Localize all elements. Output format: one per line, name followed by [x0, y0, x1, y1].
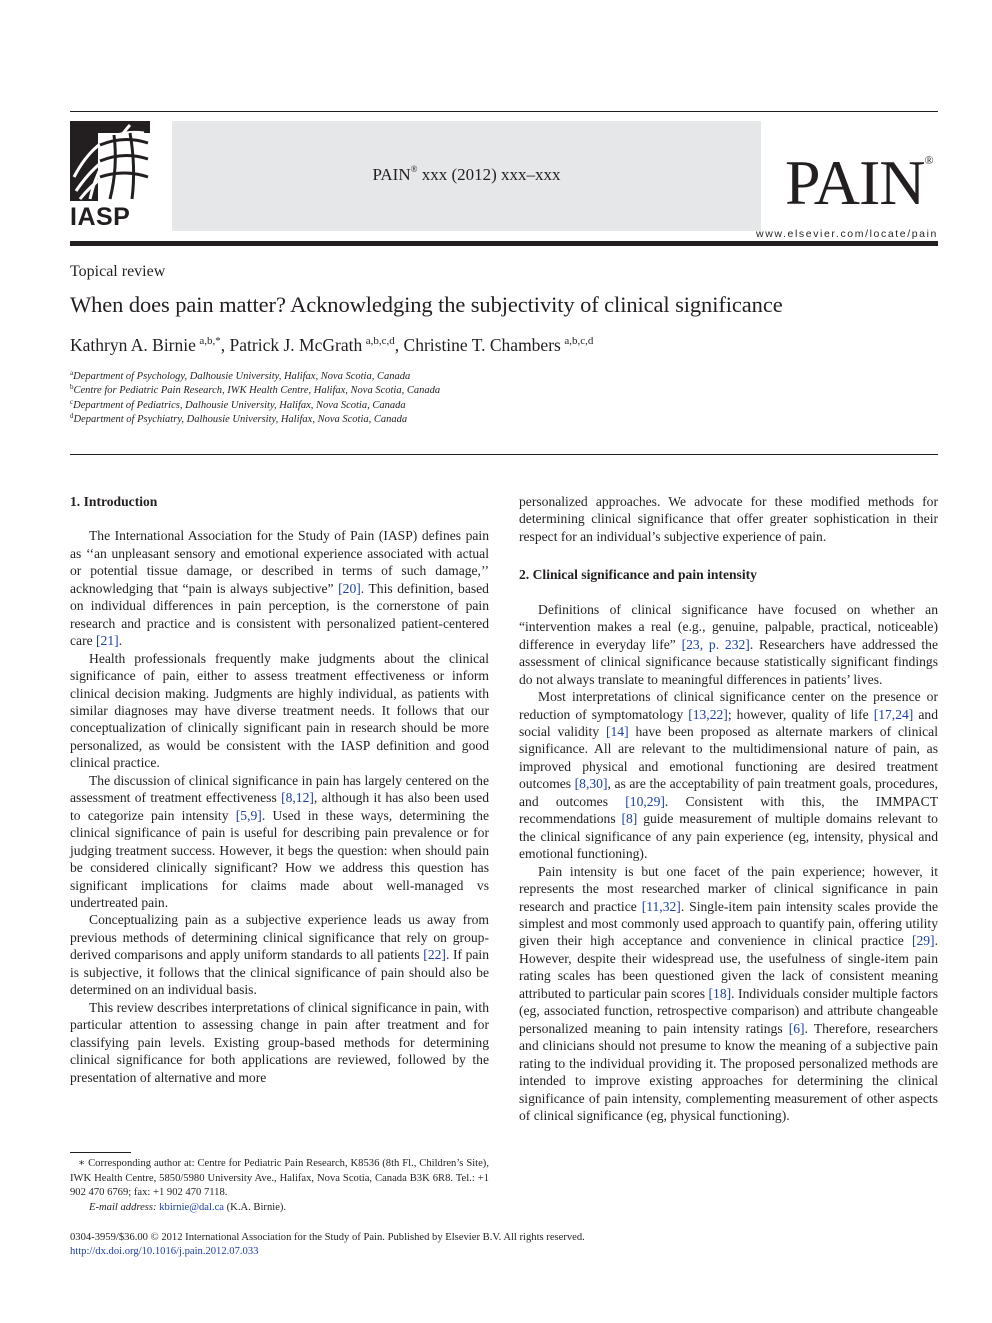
citation-link[interactable]: [18] — [708, 985, 732, 1001]
paragraph — [70, 999, 489, 1086]
right-column — [519, 493, 938, 1124]
citation-link[interactable]: [29] — [911, 933, 935, 949]
article-type: Topical review — [70, 263, 166, 280]
paragraph-text: guide measurement of multiple domains relevant to the clinical significance of any pain experience (eg, intensity, physical and emotional functioning). — [519, 811, 938, 862]
affiliation-mark: a — [70, 369, 74, 377]
paragraph-text: , as are the acceptability of pain treatment goals, procedures, and outcomes — [519, 776, 938, 809]
header-rule — [70, 241, 938, 246]
author-name: Kathryn A. Birnie — [70, 335, 196, 355]
author-name: Patrick J. McGrath — [229, 335, 363, 355]
affiliation-mark: d — [70, 412, 74, 420]
affiliation-mark: c — [70, 398, 74, 406]
paragraph-text: The discussion of clinical significance in pain has largely centered on the assessment of treatment effectiveness — [70, 772, 489, 806]
copyright-line: 0304-3959/$36.00 © 2012 International Association for the Study of Pain. Published by Elsevier B.V. All rights reserved. — [70, 1232, 585, 1243]
corresponding-author-footnote: ∗ Corresponding author at: Centre for Pediatric Pain Research, K8536 (8th Fl., Children’s Site), IWK Health Centre, 5850/5980 University Ave., Halifax, Nova Scotia, Canada B3K 6R8. Tel.: +1 902 470 6769; fax: +1 902 470 7118. E-mail address: kbirnie@dal.ca (K.A. Birnie). — [70, 1158, 489, 1213]
citation-link[interactable]: [6] — [788, 1020, 805, 1036]
iasp-logo-text: IASP — [70, 203, 131, 231]
paragraph-text: personalized approaches. We advocate for these modified methods for determining clinical significance that offer greater sophistication in their respect for an individual’s subjective experience of pain. — [519, 494, 938, 544]
paragraph-text: This review describes interpretations of clinical significance in pain, with particular attention to assessing change in pain after treatment and for classifying pain levels. Existing group-based methods for determining clinical significance for both applications are reviewed, followed by the presentation of alternative and more — [70, 999, 489, 1085]
paragraph-text: . Individuals consider multiple factors (eg, associated function, retrospective comparison) and attribute changeable personalized meaning to pain intensity ratings — [519, 985, 938, 1036]
paragraph — [70, 527, 489, 649]
affiliation-mark: b — [70, 383, 74, 391]
paragraph — [519, 863, 938, 1125]
email-link[interactable]: kbirnie@dal.ca — [159, 1201, 224, 1213]
citation-link[interactable]: [17,24] — [873, 706, 914, 722]
citation-link[interactable]: [23, p. 232] — [681, 636, 750, 652]
author-affiliation-marks: a,b,* — [199, 335, 221, 347]
paragraph — [70, 911, 489, 998]
paragraph-text: ; however, quality of life — [727, 706, 874, 722]
affiliation-text: Centre for Pediatric Pain Research, IWK Health Centre, Halifax, Nova Scotia, Canada — [73, 385, 441, 396]
paragraph-text: , although it has also been used to categorize pain intensity — [70, 790, 490, 823]
author-list — [70, 335, 593, 356]
citation-link[interactable]: [13,22] — [688, 706, 728, 722]
paragraph-text: Definitions of clinical significance have focused on whether an “intervention makes a real (e.g., genuine, palpable, practical, noticeable) difference in everyday life” — [519, 601, 938, 652]
paragraph-text: Health professionals frequently make judgments about the clinical significance of pain, either to assess treatment effectiveness or inform clinical decision making. Judgments are highly individual, as patients with similar diagnoses may have diverse treatment needs. It follows that our conceptualization of clinically significant pain in research should be more personalized, as would be consistent with the IASP definition and good clinical practice. — [70, 650, 489, 771]
paragraph-text: . However, despite their widespread use, the usefulness of single-item pain rating scales has been questioned given the lack of consistent meaning attributed to particular pain scores — [519, 933, 938, 1001]
citation-link[interactable]: [20] — [338, 580, 361, 596]
journal-url[interactable]: www.elsevier.com/locate/pain — [756, 228, 938, 240]
paragraph — [519, 493, 938, 545]
author-separator: , — [220, 335, 230, 355]
pain-journal-logo: PAIN® — [785, 147, 933, 218]
citation-link[interactable]: [8,12] — [281, 790, 314, 806]
paragraph-text: . Therefore, researchers and clinicians should not presume to know the meaning of a subjective pain rating to the individual providing it. The proposed personalized methods are intended to improve existing approaches for determining the clinical significance of pain intensity, complementing measurement of other aspects of clinical significance (eg, physical functioning). — [519, 1020, 938, 1123]
paragraph-text: The International Association for the Study of Pain (IASP) defines pain as ‘‘an unpleasant sensory and emotional experience associated with actual or potential tissue damage, or described in terms of such damage,’’ acknowledging that “pain is always subjective” — [70, 528, 489, 596]
top-rule — [70, 111, 938, 112]
paragraph-text: . Researchers have addressed the assessment of clinical significance because statistically significant findings do not always translate to meaningful differences in patients’ lives. — [519, 636, 938, 687]
paragraph — [70, 650, 489, 772]
article-title: When does pain matter? Acknowledging the subjectivity of clinical significance — [70, 292, 783, 317]
paragraph-text: Pain intensity is but one facet of the pain experience; however, it represents the most researched marker of clinical significance in pain research and practice — [519, 863, 938, 914]
citation-link[interactable]: [22] — [423, 947, 446, 963]
paragraph-text: Most interpretations of clinical significance center on the presence or reduction of symptomatology — [519, 689, 938, 722]
affiliation — [70, 409, 407, 427]
author-name: Christine T. Chambers — [403, 335, 561, 355]
footnote-rule — [70, 1152, 131, 1153]
paragraph-text: . This definition, based on individual differences in pain perception, is the cornerstone of pain research and practice and is consistent with personalized patient-centered care — [70, 580, 489, 649]
paragraph-text: . Single-item pain intensity scales provide the simplest and most commonly used approach to quantify pain, offering utility given their high acceptance and convenience in clinical practice — [519, 898, 938, 949]
citation-link[interactable]: [5,9] — [235, 807, 262, 823]
citation-link[interactable]: [10,29] — [625, 793, 665, 809]
citation-link[interactable]: [11,32] — [641, 898, 681, 914]
doi-link[interactable]: http://dx.doi.org/10.1016/j.pain.2012.07.033 — [70, 1246, 259, 1257]
citation-link[interactable]: [8] — [621, 811, 638, 827]
paragraph-text: . — [118, 633, 123, 649]
paragraph — [519, 688, 938, 863]
abstract-rule — [70, 454, 938, 455]
section-heading: 2. Clinical significance and pain intensity — [519, 567, 757, 583]
paragraph — [519, 601, 938, 688]
author-separator: , — [394, 335, 404, 355]
journal-citation: PAIN® xxx (2012) xxx–xxx — [372, 164, 561, 184]
section-heading: 1. Introduction — [70, 494, 158, 509]
affiliation-text: Department of Psychology, Dalhousie University, Halifax, Nova Scotia, Canada — [73, 371, 411, 382]
globe-icon — [70, 121, 150, 201]
paragraph-text: Conceptualizing pain as a subjective experience leads us away from previous methods of determining clinical significance that rely on group-derived comparisons and apply uniform standards to all patients — [70, 912, 489, 963]
citation-link[interactable]: [8,30] — [574, 776, 608, 792]
paragraph-text: . Used in these ways, determining the clinical significance of pain is useful for describing pain prevalence or for judging treatment success. However, it begs the question: when should pain be considered clinically significant? How we address this question has significant implications for claims made about well-managed vs undertreated pain. — [70, 807, 489, 910]
paragraph — [70, 772, 489, 912]
citation-link[interactable]: [21] — [96, 633, 119, 649]
paragraph-text: . Consistent with this, the IMMPACT recommendations — [519, 793, 938, 827]
paragraph-text: . If pain is subjective, it follows that the clinical significance of pain should also be determined on an individual basis. — [70, 947, 490, 998]
citation-link[interactable]: [14] — [605, 723, 629, 739]
paragraph-text: have been proposed as alternate markers of clinical significance. All are relevant to the multidimensional nature of pain, as improved physical and emotional functioning are desired treatment outcomes — [519, 723, 938, 792]
affiliation-text: Department of Psychiatry, Dalhousie University, Halifax, Nova Scotia, Canada — [73, 414, 408, 425]
affiliation-text: Department of Pediatrics, Dalhousie University, Halifax, Nova Scotia, Canada — [73, 400, 406, 411]
author-affiliation-marks: a,b,c,d — [365, 335, 395, 347]
paragraph-text: and social validity — [519, 706, 939, 739]
left-column — [70, 493, 489, 1086]
author-affiliation-marks: a,b,c,d — [564, 335, 594, 347]
